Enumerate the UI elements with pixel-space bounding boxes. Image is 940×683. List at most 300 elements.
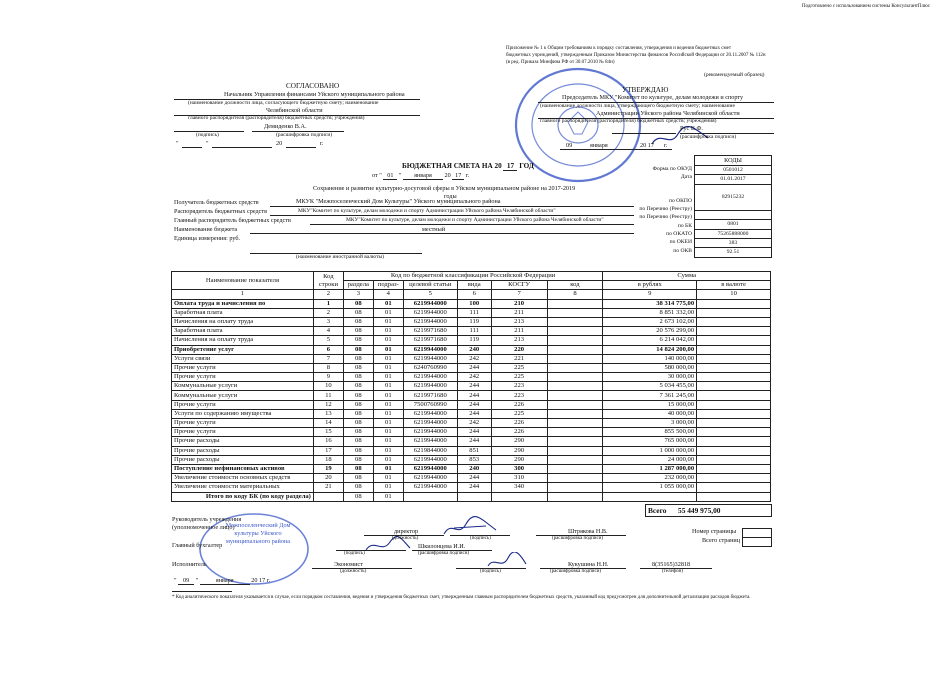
row-csr: 6219944000 <box>403 354 457 363</box>
row-kosgu: 340 <box>491 483 547 492</box>
row-podrazdel: 01 <box>373 483 403 492</box>
row-kod <box>547 354 603 363</box>
row-name: Увеличение стоимости материальных <box>172 483 314 492</box>
row-sum-val <box>697 464 771 473</box>
row-sum-rub: 1 287 000,00 <box>603 464 697 473</box>
row-vid: 244 <box>457 409 491 418</box>
col-sum: Сумма <box>603 272 771 281</box>
row-razdel: 08 <box>343 455 373 464</box>
row-razdel: 08 <box>343 345 373 354</box>
smeta-title-text: БЮДЖЕТНАЯ СМЕТА НА 20 <box>402 162 502 170</box>
row-kod <box>547 428 603 437</box>
table-row <box>172 299 771 308</box>
table-row <box>172 317 771 326</box>
row-podrazdel: 01 <box>373 327 403 336</box>
row-razdel: 08 <box>343 464 373 473</box>
row-razdel: 08 <box>343 382 373 391</box>
row-kosgu: 225 <box>491 363 547 372</box>
unit-label: Единица измерения: руб. <box>174 235 241 242</box>
row-code: 9 <box>313 373 343 382</box>
row-csr: 6240760990 <box>403 363 457 372</box>
col-code-1: Код <box>323 272 334 280</box>
approved-org: Администрации Уйского района Челябинской области <box>596 110 740 117</box>
row-kod <box>547 464 603 473</box>
row-kod <box>547 455 603 464</box>
row-kosgu: 226 <box>491 419 547 428</box>
column-number: 3 <box>343 290 373 299</box>
approved-name-caption: (расшифровка подписи) <box>680 134 737 140</box>
row-sum-rub: 2 673 102,00 <box>603 317 697 326</box>
itogo-razdel: 08 <box>343 492 373 501</box>
row-kosgu: 213 <box>491 336 547 345</box>
footer-date-year: 20 17 <box>251 577 266 584</box>
row-name: Прочие услуги <box>172 373 314 382</box>
approved-name: Рус В.Ф. <box>680 125 703 132</box>
column-number: 6 <box>457 290 491 299</box>
row-podrazdel: 01 <box>373 446 403 455</box>
row-csr: 6219844000 <box>403 446 457 455</box>
row-name: Начисления на оплату труда <box>172 317 314 326</box>
row-podrazdel: 01 <box>373 373 403 382</box>
itogo-row <box>172 492 771 501</box>
vsego-label: Всего <box>648 506 667 515</box>
footer-date-g: г. <box>266 577 271 584</box>
budget-label: Наименование бюджета <box>174 226 238 233</box>
row-sum-val <box>697 446 771 455</box>
footnote: * Код аналитического показателя указывается в случае, если порядком составления, ведения и утверждения бюджетных смет, утвержденным главным распорядителем бюджетных средств, указанный код предусмотрен для дополнительной детализации расходов бюджета. <box>172 595 751 600</box>
okei-value: 383 <box>695 239 771 248</box>
table-row <box>172 391 771 400</box>
recipient-value: МКУК "Межпоселенческий Дом Культуры" Уйского муниципального района <box>296 198 501 205</box>
table-row <box>172 474 771 483</box>
row-sum-val <box>697 419 771 428</box>
row-csr: 6219944000 <box>403 455 457 464</box>
date-value: 01.01.2017 <box>695 175 771 184</box>
agreed-position: Начальник Управления финансами Уйского муниципального района <box>224 91 405 98</box>
head-position-caption: (должность) <box>392 536 419 541</box>
row-podrazdel: 01 <box>373 308 403 317</box>
row-code: 1 <box>313 299 343 308</box>
smeta-date: от " 01 " января 20 17 г. <box>372 172 470 179</box>
row-csr: 6219944000 <box>403 409 457 418</box>
row-podrazdel: 01 <box>373 345 403 354</box>
row-kod <box>547 299 603 308</box>
row-sum-rub: 765 000,00 <box>603 437 697 446</box>
executor-phone: 8(35165)32818 <box>652 561 691 568</box>
table-row <box>172 455 771 464</box>
row-csr: 6219971680 <box>403 391 457 400</box>
row-sum-val <box>697 327 771 336</box>
accountant-label: Главный бухгалтер <box>172 542 223 549</box>
table-row <box>172 354 771 363</box>
row-vid: 240 <box>457 464 491 473</box>
table-row <box>172 308 771 317</box>
total-box <box>645 504 772 517</box>
table-row <box>172 400 771 409</box>
row-name: Прочие расходы <box>172 455 314 464</box>
row-name: Услуги связи <box>172 354 314 363</box>
row-kod <box>547 474 603 483</box>
agreed-org-caption: главного распорядителя (распорядителя) бюджетных средств; учреждения) <box>188 115 365 121</box>
row-podrazdel: 01 <box>373 455 403 464</box>
row-code: 18 <box>313 455 343 464</box>
head-name-caption: (расшифровка подписи) <box>552 536 604 541</box>
executor-name: Кукушина Н.Н. <box>568 561 609 568</box>
row-sum-val <box>697 409 771 418</box>
row-sum-rub: 3 000,00 <box>603 419 697 428</box>
smeta-program2: годы <box>444 193 457 200</box>
codes-box <box>694 155 772 258</box>
row-kosgu: 213 <box>491 317 547 326</box>
table-row <box>172 409 771 418</box>
row-code: 21 <box>313 483 343 492</box>
row-name: Коммунальные услуги <box>172 382 314 391</box>
row-kosgu: 223 <box>491 391 547 400</box>
table-row <box>172 336 771 345</box>
row-kod <box>547 446 603 455</box>
agreed-date-year: 20 <box>276 140 283 147</box>
head-position: директор <box>394 528 419 535</box>
row-name: Увеличение стоимости основных средств <box>172 474 314 483</box>
row-code: 3 <box>313 317 343 326</box>
row-kosgu: 225 <box>491 409 547 418</box>
row-vid: 244 <box>457 428 491 437</box>
row-kod <box>547 317 603 326</box>
table-row <box>172 345 771 354</box>
date-label: Дата <box>680 174 692 180</box>
table-row <box>172 483 771 492</box>
row-razdel: 08 <box>343 317 373 326</box>
row-razdel: 08 <box>343 308 373 317</box>
agreed-org: Челябинской области <box>266 107 323 114</box>
table-row <box>172 428 771 437</box>
pages-total-box <box>742 537 772 547</box>
head-sign-caption: (подпись) <box>470 536 491 541</box>
row-vid: 244 <box>457 483 491 492</box>
bk-label: по БК <box>677 223 692 229</box>
row-kosgu: 211 <box>491 327 547 336</box>
agreed-sign-caption: (подпись) <box>196 132 219 138</box>
row-code: 2 <box>313 308 343 317</box>
row-csr: 6219944000 <box>403 308 457 317</box>
row-podrazdel: 01 <box>373 400 403 409</box>
row-razdel: 08 <box>343 354 373 363</box>
row-kosgu: 226 <box>491 428 547 437</box>
accountant-sign-caption: (подпись) <box>344 551 365 556</box>
table-row <box>172 437 771 446</box>
row-csr: 6219944000 <box>403 382 457 391</box>
row-name: Прочие расходы <box>172 446 314 455</box>
row-kod <box>547 345 603 354</box>
row-kod <box>547 483 603 492</box>
row-kosgu: 290 <box>491 455 547 464</box>
row-code: 19 <box>313 464 343 473</box>
budget-table <box>171 271 771 502</box>
table-row <box>172 327 771 336</box>
row-podrazdel: 01 <box>373 336 403 345</box>
row-vid: 111 <box>457 308 491 317</box>
okv-label: по ОКВ <box>673 248 692 254</box>
row-sum-rub: 140 000,00 <box>603 354 697 363</box>
column-number: 9 <box>603 290 697 299</box>
approved-title: УТВЕРЖДАЮ <box>622 86 669 94</box>
row-podrazdel: 01 <box>373 419 403 428</box>
row-sum-rub: 14 824 200,00 <box>603 345 697 354</box>
row-code: 13 <box>313 409 343 418</box>
column-number: 10 <box>697 290 771 299</box>
smeta-title <box>402 162 534 171</box>
row-code: 15 <box>313 428 343 437</box>
row-csr: 6219944000 <box>403 373 457 382</box>
row-kosgu: 221 <box>491 354 547 363</box>
itogo-pod: 01 <box>373 492 403 501</box>
smeta-y20: 20 <box>444 172 451 179</box>
row-csr: 6219944000 <box>403 474 457 483</box>
row-kosgu: 310 <box>491 474 547 483</box>
itogo-label: Итого по коду БК (по коду раздела) <box>172 492 314 501</box>
column-number: 1 <box>172 290 314 299</box>
pages-total-label: Всего страниц <box>702 537 741 544</box>
row-vid: 244 <box>457 382 491 391</box>
row-vid: 851 <box>457 446 491 455</box>
agreed-date-g: г. <box>320 140 324 147</box>
row-sum-rub: 7 361 245,00 <box>603 391 697 400</box>
row-razdel: 08 <box>343 483 373 492</box>
row-podrazdel: 01 <box>373 382 403 391</box>
row-sum-rub: 38 314 775,00 <box>603 299 697 308</box>
smeta-y17: 17 <box>452 172 464 180</box>
row-vid: 242 <box>457 354 491 363</box>
col-rub: в рублях <box>603 281 697 290</box>
row-vid: 119 <box>457 317 491 326</box>
row-podrazdel: 01 <box>373 428 403 437</box>
row-sum-val <box>697 391 771 400</box>
codes-header: КОДЫ <box>695 156 771 166</box>
row-code: 17 <box>313 446 343 455</box>
row-kosgu: 220 <box>491 345 547 354</box>
row-podrazdel: 01 <box>373 474 403 483</box>
row-vid: 244 <box>457 391 491 400</box>
vsego-value: 55 449 975,00 <box>678 506 721 515</box>
head-caption: (уполномоченное лицо) <box>172 524 235 531</box>
col-val: в валюте <box>697 281 771 290</box>
row-sum-val <box>697 483 771 492</box>
footer-date: " 09 " января 20 17 г. <box>174 577 271 584</box>
row-kod <box>547 391 603 400</box>
perechen2-value <box>695 211 771 220</box>
row-sum-rub: 5 034 455,00 <box>603 382 697 391</box>
okud-label: Форма по ОКУД <box>652 166 692 172</box>
row-code: 12 <box>313 400 343 409</box>
accountant-name: Шкилонцева И.И. <box>418 543 466 550</box>
row-sum-val <box>697 400 771 409</box>
row-code: 7 <box>313 354 343 363</box>
row-sum-rub: 6 214 042,00 <box>603 336 697 345</box>
row-razdel: 08 <box>343 409 373 418</box>
col-csr: целевой статьи <box>403 281 457 290</box>
row-kosgu: 211 <box>491 308 547 317</box>
row-name: Прочие услуги <box>172 428 314 437</box>
col-kod: код <box>547 281 603 290</box>
row-sum-val <box>697 299 771 308</box>
table-row <box>172 419 771 428</box>
row-code: 16 <box>313 437 343 446</box>
row-razdel: 08 <box>343 400 373 409</box>
row-sum-val <box>697 428 771 437</box>
footer-date-month: января <box>200 577 250 585</box>
col-code-2: строки <box>318 280 338 288</box>
row-kod <box>547 336 603 345</box>
row-sum-rub: 30 000,00 <box>603 373 697 382</box>
row-razdel: 08 <box>343 363 373 372</box>
consultant-note: Подготовлено с использованием системы КонсультантПлюс <box>801 4 930 9</box>
row-name: Прочие услуги <box>172 419 314 428</box>
executor-position: Экономист <box>334 561 363 568</box>
okato-label: по ОКАТО <box>666 231 692 237</box>
row-kosgu: 300 <box>491 464 547 473</box>
table-row <box>172 464 771 473</box>
row-name: Коммунальные услуги <box>172 391 314 400</box>
row-csr: 6219944000 <box>403 464 457 473</box>
row-razdel: 08 <box>343 299 373 308</box>
smeta-day: 01 <box>383 172 397 180</box>
row-sum-rub: 232 000,00 <box>603 474 697 483</box>
smeta-ot: от " <box>372 172 382 179</box>
row-sum-val <box>697 354 771 363</box>
row-name: Поступление нефинансовых активов <box>172 464 314 473</box>
row-vid: 853 <box>457 455 491 464</box>
approved-date-year: 20 17 <box>640 142 654 149</box>
row-podrazdel: 01 <box>373 409 403 418</box>
row-podrazdel: 01 <box>373 299 403 308</box>
row-csr: 6219971680 <box>403 327 457 336</box>
okei-label: по ОКЕИ <box>669 239 692 245</box>
recipient-label: Получатель бюджетных средств <box>174 199 259 206</box>
row-vid: 100 <box>457 299 491 308</box>
column-number: 4 <box>373 290 403 299</box>
row-sum-rub: 8 851 332,00 <box>603 308 697 317</box>
row-name: Прочие услуги <box>172 363 314 372</box>
table-row <box>172 373 771 382</box>
row-csr: 6219971680 <box>403 336 457 345</box>
row-vid: 111 <box>457 327 491 336</box>
row-sum-val <box>697 382 771 391</box>
row-kod <box>547 409 603 418</box>
row-razdel: 08 <box>343 474 373 483</box>
row-sum-val <box>697 345 771 354</box>
agreed-name: Демиденко В.А. <box>264 123 307 130</box>
executor-name-caption: (расшифровка подписи) <box>550 569 602 574</box>
row-kosgu: 210 <box>491 299 547 308</box>
row-kod <box>547 373 603 382</box>
row-vid: 244 <box>457 400 491 409</box>
executor-label: Исполнитель <box>172 561 207 568</box>
manager-value: МКУ"Комитет по культуре, делам молодежи и спорту Администрации Уйского района Челябинской области" <box>298 208 556 214</box>
row-razdel: 08 <box>343 446 373 455</box>
agreed-name-caption: (расшифровка подписи) <box>276 132 333 138</box>
row-sum-rub: 40 000,00 <box>603 409 697 418</box>
row-csr: 6219944000 <box>403 345 457 354</box>
row-sum-val <box>697 455 771 464</box>
row-kosgu: 290 <box>491 446 547 455</box>
executor-phone-caption: (телефон) <box>662 569 683 574</box>
row-name: Заработная плата <box>172 327 314 336</box>
okud-value: 0501012 <box>695 166 771 175</box>
row-vid: 240 <box>457 345 491 354</box>
row-sum-val <box>697 336 771 345</box>
row-sum-val <box>697 317 771 326</box>
row-code: 10 <box>313 382 343 391</box>
row-code: 5 <box>313 336 343 345</box>
agreed-date-quote2: " <box>206 140 209 147</box>
row-vid: 244 <box>457 474 491 483</box>
row-csr: 6219944000 <box>403 419 457 428</box>
row-razdel: 08 <box>343 437 373 446</box>
row-name: Заработная плата <box>172 308 314 317</box>
row-podrazdel: 01 <box>373 437 403 446</box>
row-sum-rub: 580 000,00 <box>603 363 697 372</box>
okpo-label: по ОКПО <box>668 198 692 204</box>
row-name: Услуги по содержанию имущества <box>172 409 314 418</box>
row-code: 20 <box>313 474 343 483</box>
appendix-line3: (в ред. Приказа Минфина РФ от 30.07.2010 № 84н) <box>506 60 615 65</box>
column-number: 8 <box>547 290 603 299</box>
bk-value: 0801 <box>695 220 771 229</box>
row-vid: 242 <box>457 373 491 382</box>
col-kosgu: КОСГУ <box>491 281 547 290</box>
col-bk: Код по бюджетной классификации Российской Федерации <box>343 272 603 281</box>
row-sum-rub: 1 000 000,00 <box>603 446 697 455</box>
col-podrazdel: подраз- <box>373 281 403 290</box>
recommended-sample: (рекомендуемый образец) <box>704 72 765 78</box>
table-row <box>172 363 771 372</box>
manager-label: Распорядитель бюджетных средств <box>174 208 268 215</box>
appendix-line2: бюджетных учреждений, утвержденным Приказом Министерства финансов Российской Федерации от 20.11.2007 № 112н <box>506 53 766 58</box>
col-name: Наименование показателя <box>172 272 314 290</box>
row-sum-rub: 855 500,00 <box>603 428 697 437</box>
approved-date-day: 09 <box>566 142 573 149</box>
row-sum-val <box>697 474 771 483</box>
column-number: 7 <box>491 290 547 299</box>
footer-date-day: 09 <box>178 577 194 585</box>
smeta-year: 17 <box>503 162 517 171</box>
row-podrazdel: 01 <box>373 317 403 326</box>
agreed-position-caption: (наименование должности лица, согласующего бюджетную смету; наименование <box>188 100 379 106</box>
row-razdel: 08 <box>343 419 373 428</box>
chief-label: Главный распорядитель бюджетных средств <box>174 217 291 224</box>
perechen1-label: по Перечню (Реестру) <box>639 206 692 212</box>
row-csr: 6219944000 <box>403 428 457 437</box>
agreed-title: СОГЛАСОВАНО <box>286 82 340 90</box>
row-vid: 244 <box>457 363 491 372</box>
row-csr: 6219944000 <box>403 483 457 492</box>
currency-caption: (наименование иностранной валюты) <box>296 254 384 260</box>
smeta-month: января <box>403 172 443 180</box>
okato-value: 75265888000 <box>695 230 771 239</box>
row-razdel: 08 <box>343 336 373 345</box>
row-name: Прочие услуги <box>172 400 314 409</box>
row-kod <box>547 437 603 446</box>
row-code: 11 <box>313 391 343 400</box>
budget-value: местный <box>422 226 446 233</box>
page-number-label: Номер страницы <box>692 528 737 535</box>
row-code: 8 <box>313 363 343 372</box>
col-razdel: раздела <box>343 281 373 290</box>
row-razdel: 08 <box>343 391 373 400</box>
row-sum-rub: 24 000,00 <box>603 455 697 464</box>
column-numbers-row <box>172 290 771 299</box>
head-label: Руководитель учреждения <box>172 516 242 523</box>
